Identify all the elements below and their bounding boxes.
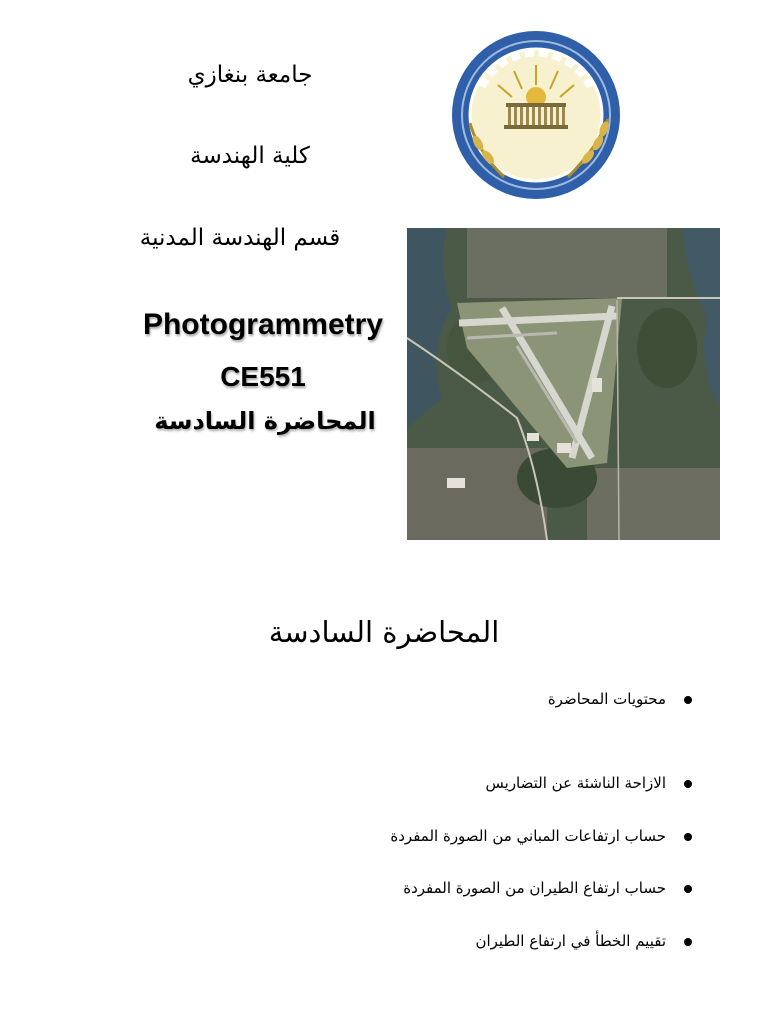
university-name: جامعة بنغازي: [187, 62, 313, 88]
list-item: حساب ارتفاعات المباني من الصورة المفردة: [390, 825, 692, 847]
department-name: قسم الهندسة المدنية: [139, 225, 341, 251]
list-item: محتويات المحاضرة: [548, 688, 692, 710]
bullet-dot-icon: [684, 696, 692, 704]
course-title: Photogrammetry: [142, 308, 384, 341]
aerial-photo: [407, 228, 720, 540]
bullet-dot-icon: [684, 780, 692, 788]
course-code: CE551: [220, 361, 306, 392]
list-item: حساب ارتفاع الطيران من الصورة المفردة: [403, 877, 692, 899]
bullet-dot-icon: [684, 833, 692, 841]
logo-emblem-icon: [448, 27, 633, 207]
list-item: تقييم الخطأ في ارتفاع الطيران: [475, 930, 692, 952]
faculty-name: كلية الهندسة: [190, 143, 310, 169]
bullet-dot-icon: [684, 885, 692, 893]
university-logo: [448, 27, 633, 207]
airport-aerial-image: [407, 228, 720, 540]
lecture-label: المحاضرة السادسة: [154, 407, 376, 435]
bullet-dot-icon: [684, 938, 692, 946]
section-title: المحاضرة السادسة: [268, 615, 500, 649]
list-item: الازاحة الناشئة عن التضاريس: [486, 772, 692, 794]
